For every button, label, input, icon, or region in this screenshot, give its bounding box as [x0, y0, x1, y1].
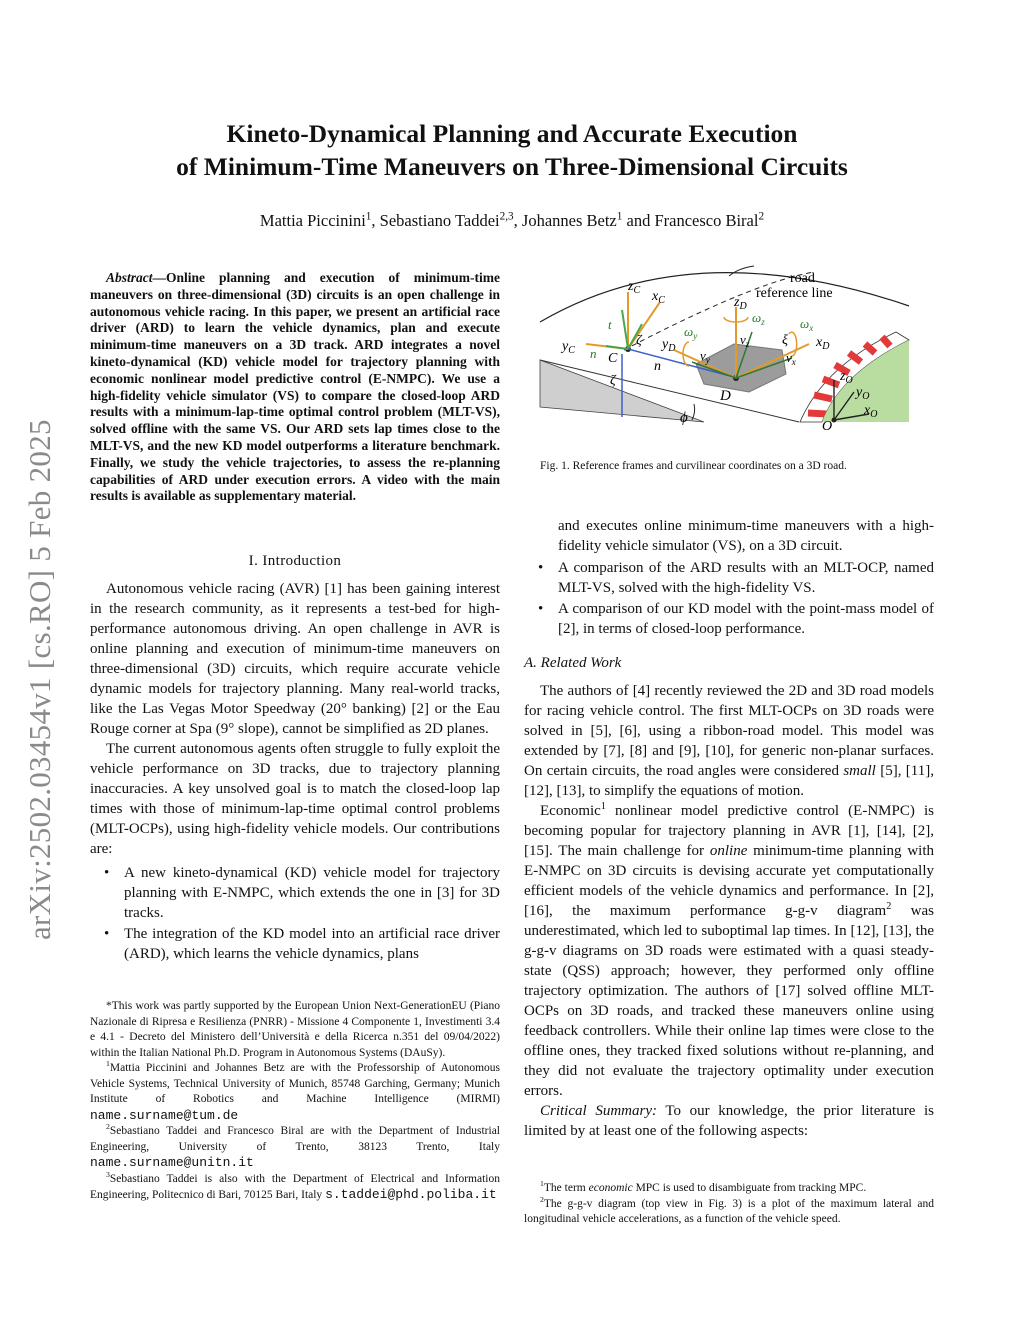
omega-x-label: $\omega_x$ — [800, 316, 814, 333]
funding-footnote-text: *This work was partly supported by the European Union Next-GenerationEU (Piano Nazionale di Ripresa e Resilienza (PNRR) - Missione 4 Componente 1, Investimenti 3.4 e 4.1 - Decreto del Ministero dell’Università e della Ricerca n.351 del 09/04/2022) within the Italian National Ph.D. Program in Autonomous Systems (DAuSy). — [90, 1000, 500, 1059]
author-name: Sebastiano Taddei — [379, 211, 500, 230]
footnote-mark: 2 — [540, 1194, 544, 1204]
title-line-2: of Minimum-Time Maneuvers on Three-Dimensional Circuits — [176, 152, 848, 181]
footnote-mark: 1 — [540, 1179, 544, 1189]
figure-1-reference-frames — [524, 262, 934, 442]
email-link[interactable]: s.taddei@phd.poliba.it — [325, 1187, 497, 1202]
abstract-text: —Online planning and execution of minimum-time maneuvers on three-dimensional (3D) circuits is an open challenge in autonomous vehicle racing. In this paper, we present an artificial race driver (ARD) to learn the vehicle dynamics, plan and execute minimum-time maneuvers on a 3D track. ARD integrates a novel kineto-dynamical (KD) vehicle model for trajectory planning with economic nonlinear model predictive control (E-NMPC). We use a high-fidelity vehicle simulator (VS) to compare the closed-loop ARD results with a minimum-lap-time optimal control problem (MLT-VS), solved offline with the same VS. Our ARD sets lap times close to the MLT-VS, and the new KD model outperforms a literature benchmark. Finally, we study the vehicle trajectories, to assess the re-planning capabilities of ARD under execution errors. A video with the main results is available as supplementary material. — [90, 270, 500, 504]
author-affiliation-mark: 1 — [616, 210, 623, 223]
abstract — [90, 270, 500, 505]
paper-title — [0, 117, 1024, 183]
xo-label: $x_O$ — [864, 403, 878, 420]
figure-1-caption: Fig. 1. Reference frames and curvilinear coordinates on a 3D road. — [540, 460, 847, 472]
yd-label: $y_D$ — [662, 337, 676, 354]
email-link[interactable]: name.surname@unitn.it — [90, 1155, 254, 1170]
affiliation-footnote-1 — [90, 1061, 500, 1124]
author-separator: and — [622, 211, 655, 230]
affiliation-text: Mattia Piccinini and Johannes Betz are with the Professorship of Autonomous Vehicle Systems, Technical University of Munich, 85748 Garching, Germany; Munich Institute of Robotics and Machine Intelligence (MIRMI) — [90, 1062, 500, 1105]
footnote-1 — [524, 1181, 934, 1197]
point-D-label: D — [720, 388, 731, 404]
author-separator: , — [513, 211, 522, 230]
email-link[interactable]: name.surname@tum.de — [90, 1107, 239, 1123]
author-name: Johannes Betz — [521, 211, 617, 230]
author-list — [0, 211, 1024, 231]
zd-label: $z_D$ — [734, 295, 747, 312]
emphasis-text: online — [709, 843, 748, 859]
paragraph-text: [5], [11], [12], [13], to simplify the equations of motion. — [524, 763, 934, 799]
paragraph-text: To our knowledge, the prior literature is limited by at least one of the following aspects: — [524, 1103, 934, 1139]
omega-y-label: $\omega_y$ — [684, 324, 698, 341]
paragraph-text: was underestimated, which led to suboptimal lap times. In [12], [13], the g-g-v diagrams on 3D roads were estimated with a quasi steady-state (QSS) approach; however, they performed only offline trajectory optimization. The authors of [17] solved offline MLT-OCPs on 3D roads, and tracked these maneuvers online using feedback controllers. While their online lap times were close to the offline ones, they tracked fixed solutions without re-planning, and they did not evaluate the trajectory optimality under execution errors. — [524, 903, 935, 1099]
yc-label: $y_C$ — [562, 339, 575, 356]
affiliation-text: Sebastiano Taddei and Francesco Biral are with the Department of Industrial Engineering, University of Trento, 38123 Trento, Italy — [90, 1125, 500, 1153]
author-name: Mattia Piccinini — [259, 211, 366, 230]
critical-summary-label: Critical Summary: — [540, 1103, 657, 1119]
author-name: Francesco Biral — [654, 211, 759, 230]
emphasis-text: small — [843, 763, 876, 779]
footnote-mark: 2 — [886, 901, 892, 912]
zeta-coordinate-label: ζ — [610, 373, 616, 388]
xi-label: ξ — [782, 333, 788, 348]
arxiv-identifier-stamp: arXiv:2502.03454v1 [cs.RO] 5 Feb 2025 — [22, 419, 57, 940]
footnote-area-left — [90, 999, 500, 1204]
footnote-text: The term — [543, 1182, 589, 1194]
title-line-1: Kineto-Dynamical Planning and Accurate Execution — [226, 119, 798, 148]
zeta-vector-label: ζ — [636, 333, 642, 348]
footnote-mark: 1 — [600, 801, 606, 812]
author-affiliation-mark: 2 — [758, 210, 765, 223]
critical-summary-paragraph — [524, 1101, 934, 1141]
intro-paragraph-2: The current autonomous agents often struggle to fully exploit the vehicle performance on 3D tracks, due to trajectory planning inaccuracies. A key unsolved goal is to match the closed-loop lap times with those of minimum-lap-time optimal control problems (MLT-OCPs), using high-fidelity vehicle models. Our contributions are: — [90, 741, 500, 857]
subsection-heading-related-work: A. Related Work — [524, 655, 622, 671]
vy-label: $v_y$ — [700, 348, 710, 365]
related-work-paragraph-2 — [524, 801, 934, 1101]
road-label: road — [790, 271, 815, 286]
author-affiliation-mark: 2,3 — [499, 210, 514, 223]
right-column — [524, 516, 934, 1141]
section-heading-introduction: I. Introduction — [248, 553, 342, 569]
footnote-area-right — [524, 1181, 934, 1228]
abstract-label: Abstract — [106, 270, 153, 285]
list-item: • A comparison of our KD model with the point-mass model of [2], in terms of closed-loop performance. — [524, 599, 934, 639]
xc-label: $x_C$ — [652, 289, 665, 306]
affiliation-footnote-2 — [90, 1124, 500, 1172]
vz-label: $v_z$ — [740, 332, 750, 349]
point-O-label: O — [822, 419, 833, 434]
emphasis-text: economic — [588, 1182, 633, 1194]
list-item: • A new kineto-dynamical (KD) vehicle model for trajectory planning with E-NMPC, which extends the one in [3] for 3D tracks. — [90, 863, 500, 923]
vx-label: $v_x$ — [786, 350, 796, 367]
author-affiliation-mark: 1 — [365, 210, 372, 223]
paragraph-text: minimum-time planning with E-NMPC on 3D circuits is devising accurate yet computationally efficient models of the vehicle dynamics and performance. In [2], [16], the maximum performance g-g-v diagram — [524, 843, 934, 919]
footnote-mark: 3 — [106, 1169, 110, 1179]
contribution-continuation: and executes online minimum-time maneuvers with a high-fidelity vehicle simulator (VS), on a 3D circuit. — [558, 518, 934, 554]
yo-label: $y_O$ — [856, 385, 870, 402]
zc-label: $z_C$ — [628, 279, 641, 296]
n-vector-label: n — [590, 346, 597, 361]
footnote-mark: 1 — [106, 1059, 110, 1069]
contribution-list — [90, 863, 500, 964]
zo-label: $z_O$ — [840, 369, 853, 386]
left-column — [90, 551, 500, 965]
xd-label: $x_D$ — [816, 335, 830, 352]
related-work-paragraph-1 — [524, 681, 934, 801]
funding-footnote — [90, 999, 500, 1061]
paragraph-text: Economic — [540, 803, 601, 819]
footnote-2 — [524, 1194, 934, 1228]
affiliation-footnote-3 — [90, 1169, 500, 1204]
footnote-mark: 2 — [106, 1122, 110, 1132]
footnote-text: MPC is used to disambiguate from tracking MPC. — [632, 1182, 867, 1194]
list-item: • The integration of the KD model into an artificial race driver (ARD), which learns the vehicle dynamics, plans — [90, 924, 500, 964]
footnote-text: The g-g-v diagram (top view in Fig. 3) is a plot of the maximum lateral and longitudinal vehicle accelerations, as a function of the vehicle speed. — [524, 1197, 934, 1225]
point-C-label: C — [608, 351, 618, 366]
reference-line-label: reference line — [756, 286, 833, 301]
author-separator: , — [371, 211, 380, 230]
list-item: • A comparison of the ARD results with an MLT-OCP, named MLT-VS, solved with the high-fidelity VS. — [524, 558, 934, 598]
paragraph-text: nonlinear model predictive control (E-NMPC) is becoming popular for trajectory planning in AVR [1], [14], [2], [15]. The main challenge for — [524, 803, 934, 859]
paragraph-text: The authors of [4] recently reviewed the 2D and 3D road models for racing vehicle control. The first MLT-OCPs on 3D roads were solved in [5], [6], using a ribbon-road model. This model was extended by [7], [8] and [9], [10], for generic non-planar surfaces. On certain circuits, the road angles were considered — [524, 683, 934, 779]
intro-paragraph-1: Autonomous vehicle racing (AVR) [1] has been gaining interest in the research community, as it represents a test-bed for high-performance autonomous driving. An open challenge in AVR is online planning and execution of minimum-time maneuvers on three-dimensional (3D) circuits, which require accurate vehicle dynamic models for trajectory planning. Many real-world tracks, like the Las Vegas Motor Speedway (20° banking) [2] or the Eau Rouge corner at Spa (9° slope), cannot be simplified as 2D planes. — [90, 581, 500, 737]
affiliation-text: Sebastiano Taddei is also with the Department of Electrical and Information Engineering, Politecnico di Bari, 70125 Bari, Italy — [90, 1172, 500, 1201]
n-coordinate-label: n — [654, 359, 661, 374]
t-vector-label: t — [608, 317, 612, 332]
contribution-list-continued — [524, 558, 934, 639]
omega-z-label: $\omega_z$ — [752, 310, 765, 327]
phi-label: ϕ — [680, 410, 688, 426]
